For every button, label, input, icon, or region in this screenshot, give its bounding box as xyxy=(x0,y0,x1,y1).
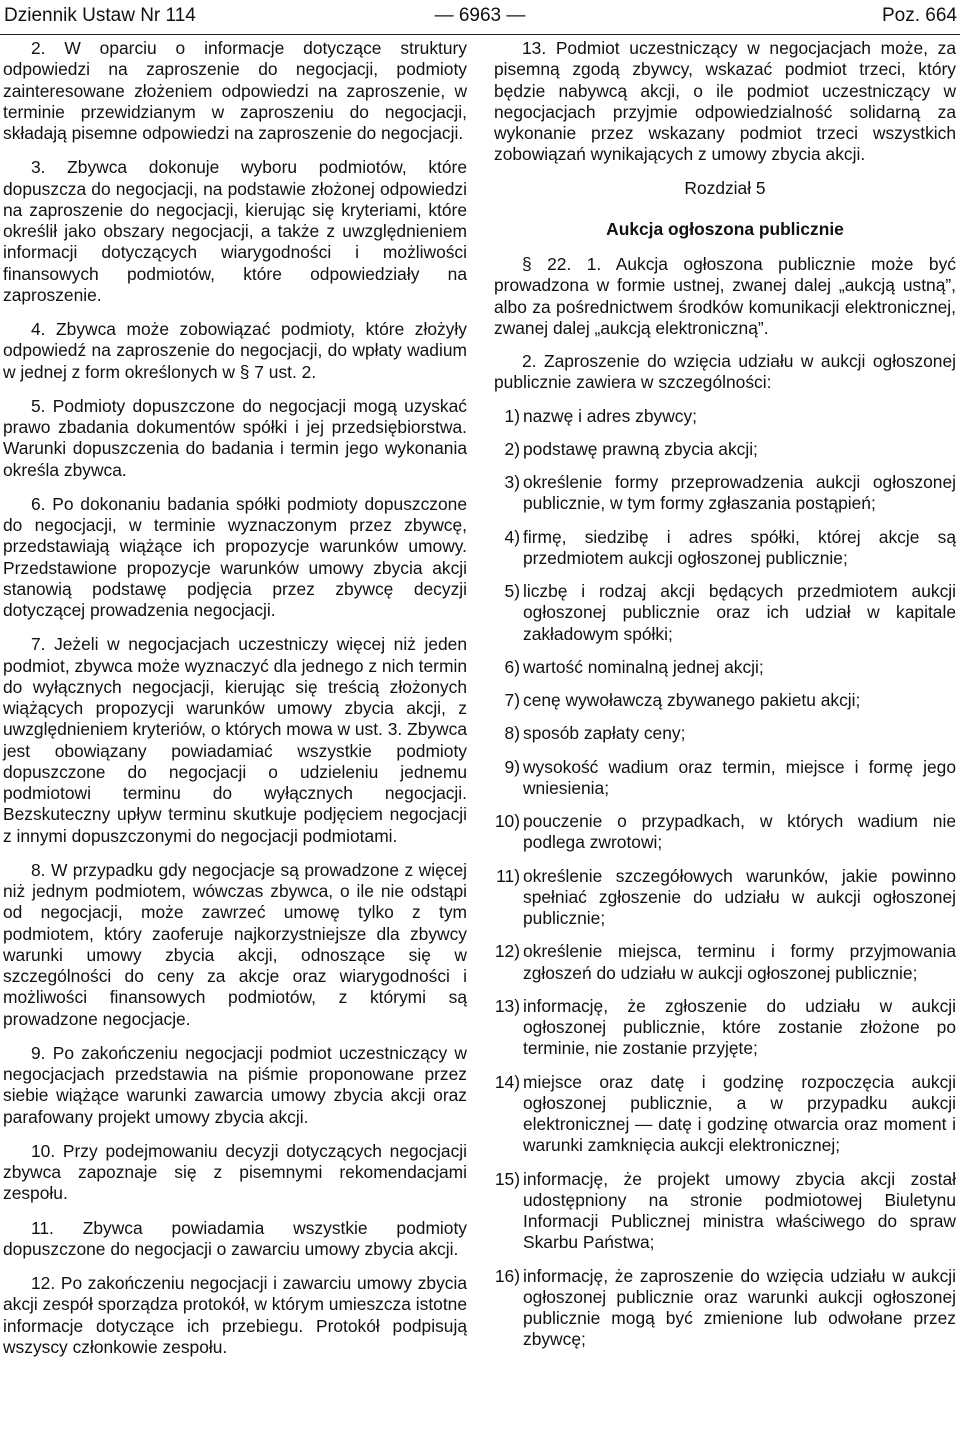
list-item-text: wartość nominalną jednej akcji; xyxy=(523,656,764,677)
list-item-number: 3) xyxy=(504,472,520,492)
list-item-text: podstawę prawną zbycia akcji; xyxy=(523,438,758,459)
list-item-number: 11) xyxy=(496,865,520,886)
paragraph-2: 2. W oparciu o informacje dotyczące struktury odpowiedzi na zaproszenie do negocjacji, podmioty zainteresowane złożeniem odpowiedzi na zaproszenie, w terminie przewidzianym w zaproszeniu do negocjacji, składają pisemne odpowiedzi na zaproszenie do negocjacji. xyxy=(3,38,467,143)
list-item-number: 9) xyxy=(504,756,520,777)
list-item xyxy=(494,1266,956,1351)
list-item xyxy=(494,757,956,800)
list-item xyxy=(494,581,956,645)
list-item-text: pouczenie o przypadkach, w których wadium nie podlega zwrotowi; xyxy=(523,811,956,853)
list-item xyxy=(494,941,956,984)
list-item xyxy=(494,723,956,744)
header-divider xyxy=(0,34,960,35)
journal-title: Dziennik Ustaw Nr 114 xyxy=(4,5,196,26)
paragraph-13: 13. Podmiot uczestniczący w negocjacjach może, za pisemną zgodą zbywcy, wskazać podmiot trzeci, który będzie nabywcą akcji, o ile podmiot uczestniczący w negocjacjach przyjmie odpowiedzialność solidarną za wykonanie przez wskazany podmiot trzeci wszystkich zobowiązań wynikających z umowy zbycia akcji. xyxy=(494,38,956,165)
list-item-text: informację, że zgłoszenie do udziału w aukcji ogłoszonej publicznie, które zostanie złożone po terminie, nie zostanie przyjęte; xyxy=(523,995,956,1059)
paragraph-10: 10. Przy podejmowaniu decyzji dotyczących negocjacji zbywca zapoznaje się z pisemnymi rekomendacjami zespołu. xyxy=(3,1140,467,1204)
section-22-2: 2. Zaproszenie do wzięcia udziału w aukcji ogłoszonej publicznie zawiera w szczególności: xyxy=(494,351,956,393)
list-item xyxy=(494,439,956,460)
list-item-number: 8) xyxy=(504,723,520,744)
paragraph-11: 11. Zbywca powiadamia wszystkie podmioty dopuszczone do negocjacji o zawarciu umowy zbycia akcji. xyxy=(3,1217,467,1259)
paragraph-4: 4. Zbywca może zobowiązać podmioty, które złożyły odpowiedź na zaproszenie do negocjacji, do wpłaty wadium w jednej z form określonych w § 7 ust. 2. xyxy=(3,319,467,382)
list-item-number: 15) xyxy=(494,1168,520,1189)
list-item xyxy=(494,1169,956,1254)
list-item xyxy=(494,406,956,427)
list-item-number: 13) xyxy=(494,995,520,1016)
chapter-title: Aukcja ogłoszona publicznie xyxy=(606,218,844,239)
paragraph-6: 6. Po dokonaniu badania spółki podmioty dopuszczone do negocjacji, w terminie wyznaczonym przez zbywcę, przedstawiają wiążące ich propozycje warunków umowy. Przedstawione propozycje warunków umowy zbycia akcji stanowią podstawę podjęcia przez zbywcę decyzji dotyczącej prowadzenia negocjacji. xyxy=(3,493,467,620)
list-item-number: 1) xyxy=(504,405,520,426)
paragraph-9: 9. Po zakończeniu negocjacji podmiot uczestniczący w negocjacjach przedstawia na piśmie proponowane przez siebie wiążące warunki zawarcia umowy zbycia akcji oraz parafowany projekt umowy zbycia akcji. xyxy=(3,1042,467,1127)
list-item xyxy=(494,527,956,570)
list-item-text: firmę, siedzibę i adres spółki, której akcje są przedmiotem aukcji ogłoszonej publicznie; xyxy=(523,526,956,568)
page-header xyxy=(0,0,960,36)
list-item-text: cenę wywoławczą zbywanego pakietu akcji; xyxy=(523,690,861,710)
list-item xyxy=(494,690,956,711)
right-column xyxy=(494,38,956,1363)
paragraph-3: 3. Zbywca dokonuje wyboru podmiotów, które dopuszcza do negocjacji, na podstawie złożonej odpowiedzi na zaproszenie do negocjacji, kierując się kryteriami, które określił jako obszary negocjacji, a także z uwzględnieniem informacji dotyczących wiarygodności i możliwości finansowych podmiotów, które odpowiedziały na zaproszenie. xyxy=(3,157,467,305)
list-item-text: określenie szczegółowych warunków, jakie powinno spełniać zgłoszenie do udziału w aukcji ogłoszonej publicznie; xyxy=(523,865,956,928)
list-item xyxy=(494,811,956,854)
list-item-number: 7) xyxy=(504,690,520,710)
left-column xyxy=(3,38,467,1371)
list-item-text: nazwę i adres zbywcy; xyxy=(523,405,697,426)
list-item-text: informację, że zaproszenie do wzięcia udziału w aukcji ogłoszonej publicznie oraz warunki aukcji ogłoszonej publicznie mogą być zmienione lub odwołane przez zbywcę; xyxy=(523,1265,956,1350)
list-item-text: wysokość wadium oraz termin, miejsce i formę jego wniesienia; xyxy=(523,756,956,798)
list-item xyxy=(494,1072,956,1157)
list-item-text: określenie formy przeprowadzenia aukcji ogłoszonej publicznie, w tym formy zgłaszania postąpień; xyxy=(523,472,956,514)
list-item-number: 5) xyxy=(504,581,520,601)
list-item-number: 14) xyxy=(494,1071,520,1092)
section-22-1: § 22. 1. Aukcja ogłoszona publicznie może być prowadzona w formie ustnej, zwanej dalej „aukcją ustną”, albo za pośrednictwem środków komunikacji elektronicznej, zwanej dalej „aukcją elektroniczną”. xyxy=(494,254,956,338)
list-item-number: 10) xyxy=(494,811,520,831)
list-item-text: liczbę i rodzaj akcji będących przedmiotem aukcji ogłoszonej publicznie oraz ich udział w kapitale zakładowym spółki; xyxy=(523,581,956,644)
list-item-text: miejsce oraz datę i godzinę rozpoczęcia aukcji ogłoszonej publicznie, a w przypadku aukcji elektronicznej — datę i godzinę otwarcia oraz moment i warunki zamknięcia aukcji elektronicznej; xyxy=(523,1071,956,1156)
position-number: Poz. 664 xyxy=(882,5,957,26)
chapter-number: Rozdział 5 xyxy=(684,177,766,198)
list-item xyxy=(494,866,956,930)
list-item-number: 16) xyxy=(494,1265,520,1286)
list-item-text: informację, że projekt umowy zbycia akcji został udostępniony na stronie podmiotowej Biuletynu Informacji Publicznej ministra właściwego do spraw Skarbu Państwa; xyxy=(523,1168,956,1253)
list-item xyxy=(494,472,956,515)
page-number: — 6963 — xyxy=(434,5,526,26)
list-item xyxy=(494,996,956,1060)
paragraph-7: 7. Jeżeli w negocjacjach uczestniczy więcej niż jeden podmiot, zbywca może wyznaczyć dla jednego z nich termin do wyłącznych negocjacji, kierując się treścią złożonych wiążących propozycji warunków umowy zbycia akcji, z uwzględnieniem kryteriów, o których mowa w ust. 3. Zbywca jest obowiązany powiadamiać wszystkie podmioty dopuszczone do negocjacji o udzieleniu jednemu podmiotowi terminu do wyłącznych negocjacji. Bezskuteczny upływ terminu skutkuje podjęciem negocjacji z innymi dopuszczonymi do negocjacji podmiotami. xyxy=(3,634,467,846)
list-item-text: sposób zapłaty ceny; xyxy=(523,723,686,744)
paragraph-12: 12. Po zakończeniu negocjacji i zawarciu umowy zbycia akcji zespół sporządza protokół, w którym umieszcza istotne informacje dotyczące ich przebiegu. Protokół podpisują wszyscy członkowie zespołu. xyxy=(3,1273,467,1357)
paragraph-8: 8. W przypadku gdy negocjacje są prowadzone z więcej niż jednym podmiotem, wówczas zbywca, o ile nie odstąpi od negocjacji, może zawrzeć umowę tylko z tym podmiotem, który zaoferuje najkorzystniejsze dla zbywcy warunki umowy zbycia akcji, odnoszące się w szczególności do ceny za akcje oraz wiarygodności i możliwości finansowych podmiotów, z którymi są prowadzone negocjacje. xyxy=(3,859,467,1029)
list-item-number: 6) xyxy=(504,656,520,677)
requirements-list xyxy=(494,406,956,1351)
list-item-text: określenie miejsca, terminu i formy przyjmowania zgłoszeń do udziału w aukcji ogłoszonej publicznie; xyxy=(523,941,956,983)
list-item-number: 4) xyxy=(504,526,520,547)
list-item-number: 2) xyxy=(504,438,520,459)
paragraph-5: 5. Podmioty dopuszczone do negocjacji mogą uzyskać prawo zbadania dokumentów spółki i jej przedsiębiorstwa. Warunki dopuszczenia do badania i termin jego wykonania określa zbywca. xyxy=(3,395,467,480)
list-item xyxy=(494,657,956,678)
list-item-number: 12) xyxy=(494,941,520,962)
